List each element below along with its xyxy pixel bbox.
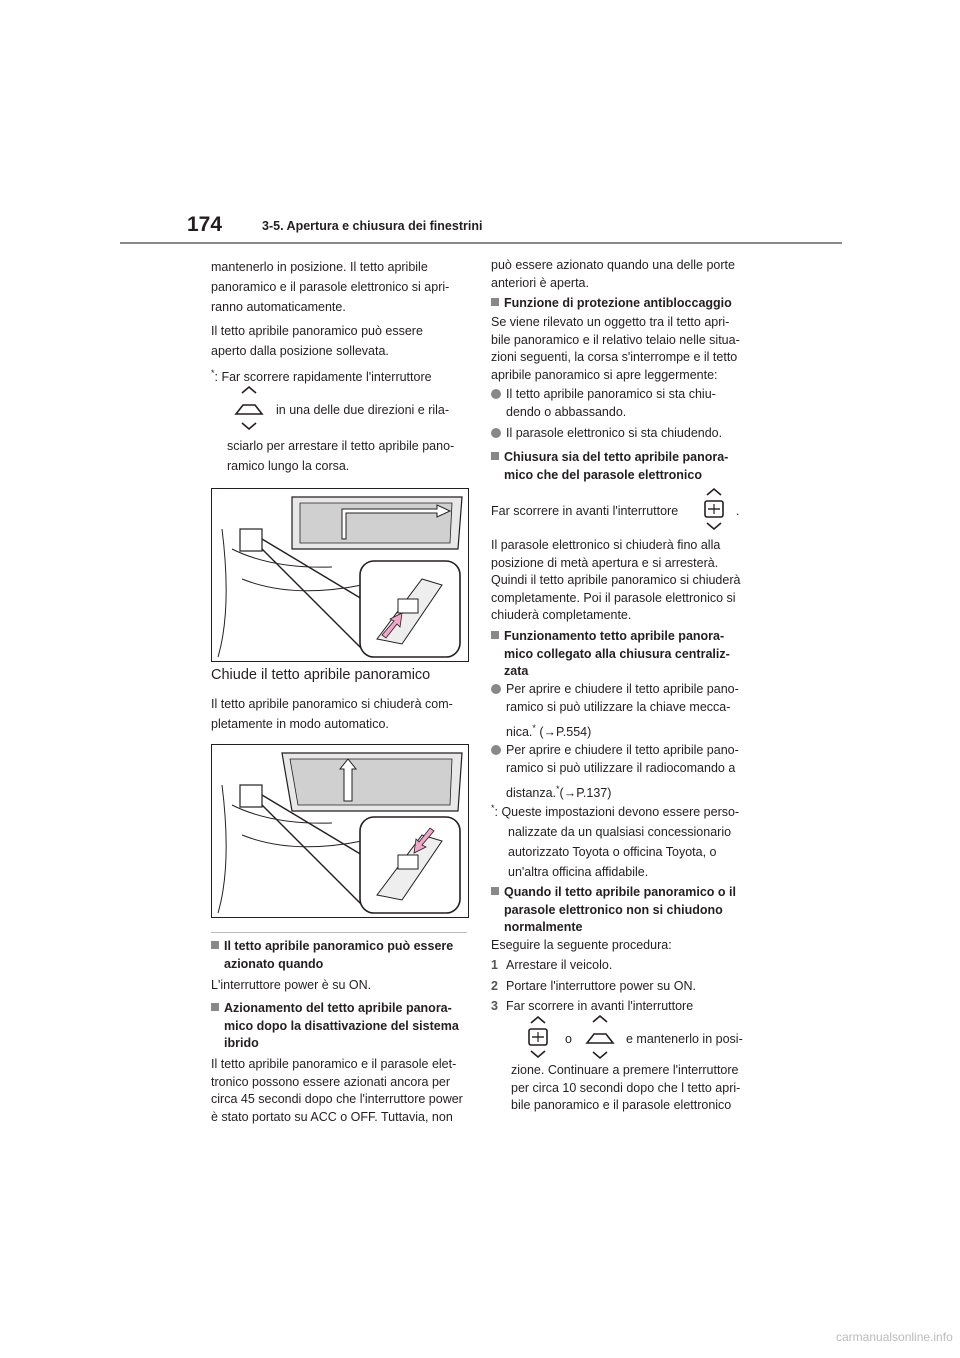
left-paragraph-2: Il tetto apribile panoramico può essere aperto dalla posizione sollevata. xyxy=(211,324,423,358)
right-heading-3: Funzionamento tetto apribile panora- mico collegato alla chiusura centraliz- zata xyxy=(491,628,753,681)
left-note-line2: in una delle due direzioni e rila- xyxy=(276,403,450,417)
left-heading-2: Azionamento del tetto apribile panora- mico dopo la disattivazione del sistema ibrido xyxy=(211,1000,473,1053)
left-paragraph-1: mantenerlo in posizione. Il tetto apribile panoramico e il parasole elettronico si apri- ranno automaticamente. xyxy=(211,260,450,314)
left-note-cont: sciarlo per arrestare il tetto apribile pano- ramico lungo la corsa. xyxy=(227,439,455,473)
right-paragraph-3: Far scorrere in avanti l'interruttore xyxy=(491,504,679,518)
step3-tail: e mantenerlo in posi- xyxy=(626,1032,743,1046)
left-paragraph-5: Il tetto apribile panoramico e il parasole elet- tronico possono essere azionati ancora per circa 45 secondi dopo che l'interruttore power è stato portato su ACC o OFF. Tuttavia, non xyxy=(211,1057,463,1124)
tilt-switch-icon xyxy=(231,384,267,432)
right-heading-2: Chiusura sia del tetto apribile panora- mico che del parasole elettronico xyxy=(491,449,753,484)
right-note: *: Queste impostazioni devono essere perso- nalizzate da un qualsiasi concessionario autorizzato Toyota o officina Toyota, o un'altra officina affidabile. xyxy=(491,803,740,880)
right-bullet-1: Il tetto apribile panoramico si sta chiu- dendo o abbassando. xyxy=(491,386,753,421)
left-paragraph-4: L'interruttore power è su ON. xyxy=(211,978,372,992)
right-bullet-4: Per aprire e chiudere il tetto apribile pano- ramico si può utilizzare il radiocomando a distanza.*(→P.137) xyxy=(491,742,753,803)
section-title: 3-5. Apertura e chiusura dei finestrini xyxy=(262,219,483,233)
left-heading-1: Il tetto apribile panoramico può essere azionato quando xyxy=(211,938,473,973)
step3-or: o xyxy=(565,1032,572,1046)
roof-close-illustration xyxy=(211,744,469,918)
step-2: 2 Portare l'interruttore power su ON. xyxy=(491,978,696,993)
right-paragraph-4: Il parasole elettronico si chiuderà fino alla posizione di metà apertura e si arresterà. Quindi il tetto apribile panoramico si chiuderà completamente. Poi il parasole elettronico si chiuderà completamente. xyxy=(491,538,741,622)
right-heading-1: Funzione di protezione antibloccaggio xyxy=(491,295,753,313)
right-paragraph-3-end: . xyxy=(736,504,740,518)
step3-continuation: zione. Continuare a premere l'interruttore per circa 10 secondi dopo che l tetto apri- bile panoramico e il parasole elettronico xyxy=(511,1063,741,1112)
right-paragraph-1: può essere azionato quando una delle porte anteriori è aperta. xyxy=(491,258,735,290)
left-paragraph-3: Il tetto apribile panoramico si chiuderà com- pletamente in modo automatico. xyxy=(211,697,453,731)
right-paragraph-2: Se viene rilevato un oggetto tra il tetto apri- bile panoramico e il relativo telaio nelle situa- zioni seguenti, la corsa s'interrompe e il tetto apribile panoramico si apre leggermente: xyxy=(491,315,740,382)
roof-open-illustration xyxy=(211,488,469,662)
step-1: 1 Arrestare il veicolo. xyxy=(491,958,613,972)
right-paragraph-5: Eseguire la seguente procedura: xyxy=(491,938,672,952)
tilt-switch-icon xyxy=(582,1013,618,1061)
right-bullet-2: Il parasole elettronico si sta chiudendo. xyxy=(491,425,753,443)
right-heading-4: Quando il tetto apribile panoramico o il parasole elettronico non si chiudono normalmente xyxy=(491,884,753,937)
watermark: carmanualsonline.info xyxy=(836,1330,953,1344)
right-bullet-3: Per aprire e chiudere il tetto apribile pano- ramico si può utilizzare la chiave mecca- nica.* (→P.554) xyxy=(491,681,753,742)
step-3: 3 Far scorrere in avanti l'interruttore xyxy=(491,999,694,1013)
left-note: *: Far scorrere rapidamente l'interruttore xyxy=(211,368,432,385)
divider xyxy=(211,932,467,933)
header-rule xyxy=(120,242,842,244)
sunshade-switch-icon xyxy=(524,1015,552,1059)
procedure-steps xyxy=(491,957,753,1016)
page-number: 174 xyxy=(187,213,223,236)
illustration-caption: Chiude il tetto apribile panoramico xyxy=(211,667,431,683)
sunshade-switch-icon xyxy=(700,487,728,531)
